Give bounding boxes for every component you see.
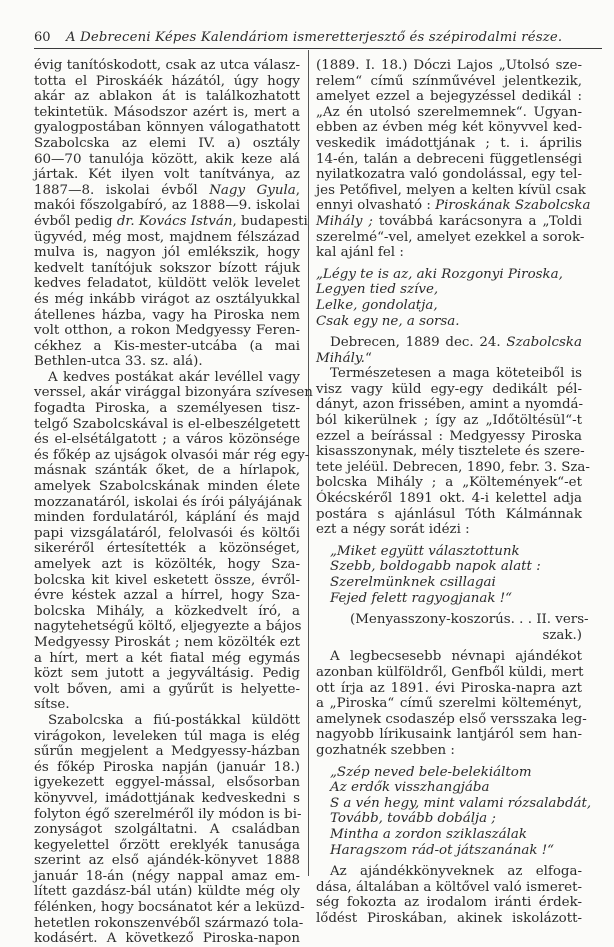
text-line: telgő Szabolcskával is el-elbeszélgetett <box>34 416 300 432</box>
verse-line: Lelke, gondolatja, <box>316 297 438 313</box>
text-line: ezzel a beírással : Medgyessy Piroska <box>316 428 582 444</box>
text-line: kal ajánl fel : <box>316 245 404 261</box>
text-line: évre késtek azzal a hírrel, hogy Sza- <box>34 588 300 604</box>
text-line: és főkép Piroska napján (január 18.) <box>34 759 300 775</box>
text-line: kegyelettel őrzött ereklyék tanusága <box>34 837 300 853</box>
verse-citation: (Menyasszony-koszorús. . . II. vers- <box>350 612 589 628</box>
verse-line: S a vén hegy, mint valami rózsalabdát, <box>330 795 592 811</box>
text-line: igyekezett eggyel-mással, elsősorban <box>34 775 300 791</box>
text-line: nyilatkozatra való gondolással, egy tel- <box>316 167 582 183</box>
text-line: közt sem jutott a jegyváltásig. Pedig <box>34 666 300 682</box>
text-line: virágokon, leveleken túl maga is elég <box>34 728 300 744</box>
text-line: volt otthon, a rokon Medgyessy Feren- <box>34 323 300 339</box>
text-line: átellenes házba, vagy ha Piroska nem <box>34 307 300 323</box>
text-line: verssel, akár virággal bizonyára szívesen <box>34 385 313 401</box>
text-line: akár az ablakon át is találkozhatott <box>34 89 300 105</box>
text-line: Mihály ; továbbá karácsonyra a „Toldi <box>316 213 583 229</box>
text-line: ügyvéd, még most, majdnem félszázad <box>34 229 300 245</box>
italic-name: Nagy Gyula <box>209 182 296 198</box>
text-line: gyalogpostában könnyen válogathatott <box>34 120 300 136</box>
text-line: ebben az évben még két könyvvel ked- <box>316 120 582 136</box>
verse-line: „Miket együtt választottunk <box>330 543 520 559</box>
text-line: 14-én, talán a debreceni függetlenségi <box>316 151 582 167</box>
text-line: Szabolcska az elemi IV. a) osztály <box>34 135 300 151</box>
right-column <box>316 58 592 926</box>
text-line: jes Petőfivel, melyen a kelten kívül csak <box>316 182 586 198</box>
verse-line: Tovább, tovább dobálja ; <box>330 811 496 827</box>
text-line: relem“ című színművével jelentkezik, <box>316 73 582 89</box>
text-line: postára s ajánlásul Tóth Kálmánnak <box>316 506 582 522</box>
header-rule <box>34 48 602 49</box>
text-line: volt bőven, ami a gyűrűt is helyette- <box>34 681 300 697</box>
verse-line: Haragszom rád-ot játszanának !“ <box>330 842 554 858</box>
text-line: kedvelt tanítójuk sokszor bízott rájuk <box>34 260 300 276</box>
page-header <box>34 30 602 48</box>
italic-name: Mihály. <box>316 350 365 366</box>
text-line: mozzanatáról, iskolai és írói pályájának <box>34 494 302 510</box>
verse-line: Fejed felett ragyogjanak !“ <box>330 590 512 606</box>
text-line: évig tanítóskodott, csak az utca válasz- <box>34 58 300 73</box>
text-line: és el-elsétálgatott ; a város közönsége <box>34 432 300 448</box>
verse-line: Mintha a zordon sziklaszálak <box>330 826 528 842</box>
text-line: folyton égő szerelméről ily módon is bi- <box>34 806 302 822</box>
text-line: szerelmé“-vel, amelyet ezekkel a sorok- <box>316 229 585 245</box>
italic-name: Mihály ; <box>316 213 373 229</box>
text-line: amelyek Szabolcskának minden élete <box>34 479 300 495</box>
text-line: nagytehetségű költő, eljegyezte a bájos <box>34 619 302 635</box>
text-line: a hírt, mert a két fiatal még egymás <box>34 650 300 666</box>
text-line: azonban külföldről, Genfből küldi, mert <box>316 664 584 680</box>
text-line: ség fokozta az irodalom iránti érdek- <box>316 895 582 911</box>
text-line: amelyet ezzel a bejegyzéssel dedikál : <box>316 89 582 105</box>
text-line: évből pedig dr. Kovács István, budapesti <box>34 213 308 229</box>
text-line: kedves feladatot, küldött velök levelet <box>34 276 300 292</box>
verse-line: Szerelmünknek csillagai <box>330 575 496 590</box>
text-line: „Az én utolsó szerelmemnek“. Ugyan- <box>316 104 582 120</box>
text-line: A kedves postákat akár levéllel vagy <box>48 369 300 385</box>
text-line: Medgyessy Piroskát ; nem közölték ezt <box>34 634 300 650</box>
verse-line: Az erdők visszhangjába <box>330 780 490 796</box>
text-line: sítse. <box>34 697 70 713</box>
text-line: amelyek azt is közölték, hogy Sza- <box>34 557 300 572</box>
italic-name: Piroskának Szabolcska <box>435 198 591 214</box>
verse-line: „Szép neved bele-belekiáltom <box>330 764 532 780</box>
text-line: Mihály.“ <box>316 350 372 366</box>
text-line: Természetesen a maga köteteiből is <box>330 366 582 382</box>
text-line: Bethlen-utca 33. sz. alá). <box>34 354 203 370</box>
text-line: könyvvel, imádottjának kedveskedni s <box>34 790 300 806</box>
verse-line: „Légy te is az, aki Rozgonyi Piroska, <box>316 266 563 282</box>
left-column <box>34 58 313 947</box>
text-line: minden fordulatáról, káplání és majd <box>34 510 300 526</box>
verse-citation: szak.) <box>542 627 582 643</box>
text-line: A legbecsesebb névnapi ajándékot <box>330 649 582 665</box>
text-line: Szabolcska a fiú-postákkal küldött <box>48 712 300 728</box>
verse-line: Szebb, boldogabb napok alatt : <box>330 559 541 575</box>
text-line: kodásért. A következő Piroska-napon <box>34 931 300 947</box>
text-line: dása, általában a költővel való ismeret- <box>316 879 582 895</box>
italic-name: Szabolcska <box>506 335 582 351</box>
text-line: a „Piroska“ című szerelmi költeményt, <box>316 696 582 712</box>
text-line: ennyi olvasható : Piroskának Szabolcska <box>316 198 591 214</box>
text-line: bolcska Mihály ; a „Költemények“-et <box>316 475 582 491</box>
text-line: fogadta Piroska, a személyesen tisz- <box>34 401 300 417</box>
text-line: Ókécskéről 1891 okt. 4-i kelettel adja <box>316 491 582 507</box>
text-line: ezt a négy sorát idézi : <box>316 522 470 538</box>
text-line: kisasszonynak, mély tisztelete és szere- <box>316 444 585 460</box>
text-line: és még inkább virágot az osztályukkal <box>34 291 300 307</box>
text-line: tete jeléül. Debrecen, 1890, febr. 3. Sza- <box>316 459 590 475</box>
text-line: cékhez a Kis-mester-utcába (a mai <box>34 338 300 354</box>
text-line: bolcska Mihály, a közkedvelt író, a <box>34 603 300 619</box>
text-line: dányt, azon frissében, amint a nyomdá- <box>316 397 584 413</box>
text-line: sűrűn megjelent a Medgyessy-házban <box>34 744 300 760</box>
text-line: totta el Piroskáék házától, úgy hogy <box>34 73 300 89</box>
text-line: másnak szánták őket, de a hírlapok, <box>34 463 300 479</box>
text-line: zonyságot szolgáltatni. A családban <box>34 822 300 838</box>
text-line: gozhatnék szebben : <box>316 742 455 758</box>
text-line: Debrecen, 1889 dec. 24. Szabolcska <box>330 335 582 351</box>
text-line: (1889. I. 18.) Dóczi Lajos „Utolsó sze- <box>316 58 582 73</box>
text-line: lített gazdász-bál után) küldte még oly <box>34 884 300 900</box>
text-line: 60—70 tanulója között, akik keze alá <box>34 151 300 167</box>
verse-line: Csak egy ne, a sorsa. <box>316 313 460 329</box>
text-line: Az ajándékkönyveknek az elfoga- <box>330 864 582 880</box>
text-line: január 18-án (négy nappal amaz em- <box>34 868 300 884</box>
text-line: tekintetük. Másodszor azért is, mert a <box>34 104 300 120</box>
text-line: bolcska kit kivel esketett össze, évről- <box>34 572 300 588</box>
text-line: ott írja az 1891. évi Piroska-napra azt <box>316 680 582 696</box>
text-line: jártak. Két ilyen volt tanítványa, az <box>34 167 300 183</box>
text-line: szerint az első ajándék-könyvet 1888 <box>34 853 300 869</box>
italic-name: dr. Kovács István <box>116 213 233 229</box>
text-line: mulva is, nagyon jól emlékszik, hogy <box>34 245 300 261</box>
text-line: és főkép az ujságok olvasói már rég egy- <box>34 447 310 463</box>
text-line: hetetlen rokonszenvéből származó tola- <box>34 915 304 931</box>
text-line: makói főszolgabíró, az 1888—9. iskolai <box>34 198 300 214</box>
text-line: nagyobb lírikusaink lantjáról sem han- <box>316 727 582 743</box>
verse-line: Legyen tied szíve, <box>316 282 439 298</box>
text-line: 1887—8. iskolai évből Nagy Gyula, <box>34 182 300 198</box>
running-title: A Debreceni Képes Kalendáriom ismeretterjesztő és szépirodalmi része. <box>66 30 563 45</box>
text-line: lődést Piroskában, akinek iskolázott- <box>316 910 582 926</box>
text-line: papi vizsgálatáról, felolvasói és költői <box>34 525 300 541</box>
text-line: sikeréről értesítették a közönséget, <box>34 541 300 557</box>
text-line: ból kikerülnek ; így az „Időtöltésül“-t <box>316 413 582 429</box>
text-line: veskedik imádottjának ; t. i. április <box>316 135 582 151</box>
text-line: félénken, hogy bocsánatot kér a leküzd- <box>34 900 305 916</box>
column-divider <box>308 50 309 876</box>
text-line: amelynek csodaszép első versszaka leg- <box>316 711 587 727</box>
page-number: 60 <box>34 30 51 45</box>
text-line: visz vagy küld egy-egy dedikált pél- <box>316 381 582 397</box>
